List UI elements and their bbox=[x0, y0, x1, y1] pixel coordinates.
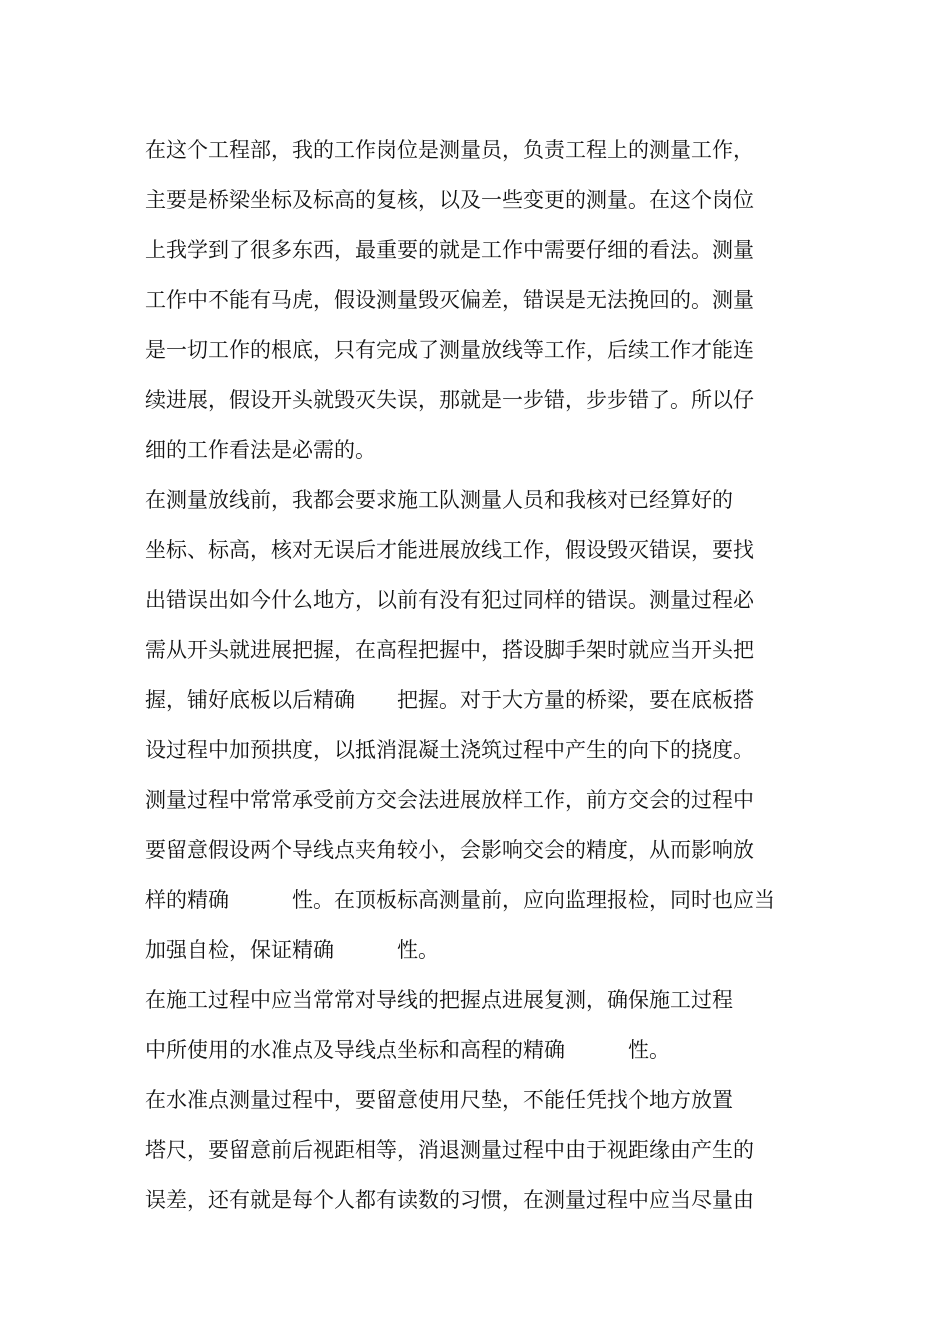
text-line: 样的精确 性。在顶板标高测量前，应向监理报检，同时也应当 bbox=[145, 888, 775, 912]
text-line: 测量过程中常常承受前方交会法进展放样工作，前方交会的过程中 bbox=[145, 788, 754, 812]
text-line: 误差，还有就是每个人都有读数的习惯，在测量过程中应当尽量由 bbox=[145, 1188, 754, 1212]
text-line: 出错误出如今什么地方，以前有没有犯过同样的错误。测量过程必 bbox=[145, 588, 754, 612]
text-line: 要留意假设两个导线点夹角较小，会影响交会的精度，从而影响放 bbox=[145, 838, 754, 862]
text-line: 细的工作看法是必需的。 bbox=[145, 438, 376, 462]
text-line: 上我学到了很多东西，最重要的就是工作中需要仔细的看法。测量 bbox=[145, 238, 754, 262]
text-line: 续进展，假设开头就毁灭失误，那就是一步错，步步错了。所以仔 bbox=[145, 388, 754, 412]
text-line: 是一切工作的根底，只有完成了测量放线等工作，后续工作才能连 bbox=[145, 338, 754, 362]
text-line: 中所使用的水准点及导线点坐标和高程的精确 性。 bbox=[145, 1038, 670, 1062]
text-line: 在水准点测量过程中，要留意使用尺垫，不能任凭找个地方放置 bbox=[145, 1088, 733, 1112]
text-line: 加强自检，保证精确 性。 bbox=[145, 938, 439, 962]
text-line: 在施工过程中应当常常对导线的把握点进展复测，确保施工过程 bbox=[145, 988, 733, 1012]
text-line: 设过程中加预拱度，以抵消混凝土浇筑过程中产生的向下的挠度。 bbox=[145, 738, 754, 762]
text-line: 需从开头就进展把握，在高程把握中，搭设脚手架时就应当开头把 bbox=[145, 638, 754, 662]
text-line: 塔尺，要留意前后视距相等，消退测量过程中由于视距缘由产生的 bbox=[145, 1138, 754, 1162]
text-line: 在测量放线前，我都会要求施工队测量人员和我核对已经算好的 bbox=[145, 488, 733, 512]
text-line: 在这个工程部，我的工作岗位是测量员，负责工程上的测量工作， bbox=[145, 138, 754, 162]
text-line: 坐标、标高，核对无误后才能进展放线工作，假设毁灭错误，要找 bbox=[145, 538, 754, 562]
text-line: 主要是桥梁坐标及标高的复核，以及一些变更的测量。在这个岗位 bbox=[145, 188, 754, 212]
text-line: 握，铺好底板以后精确 把握。对于大方量的桥梁，要在底板搭 bbox=[145, 688, 754, 712]
text-line: 工作中不能有马虎，假设测量毁灭偏差，错误是无法挽回的。测量 bbox=[145, 288, 754, 312]
